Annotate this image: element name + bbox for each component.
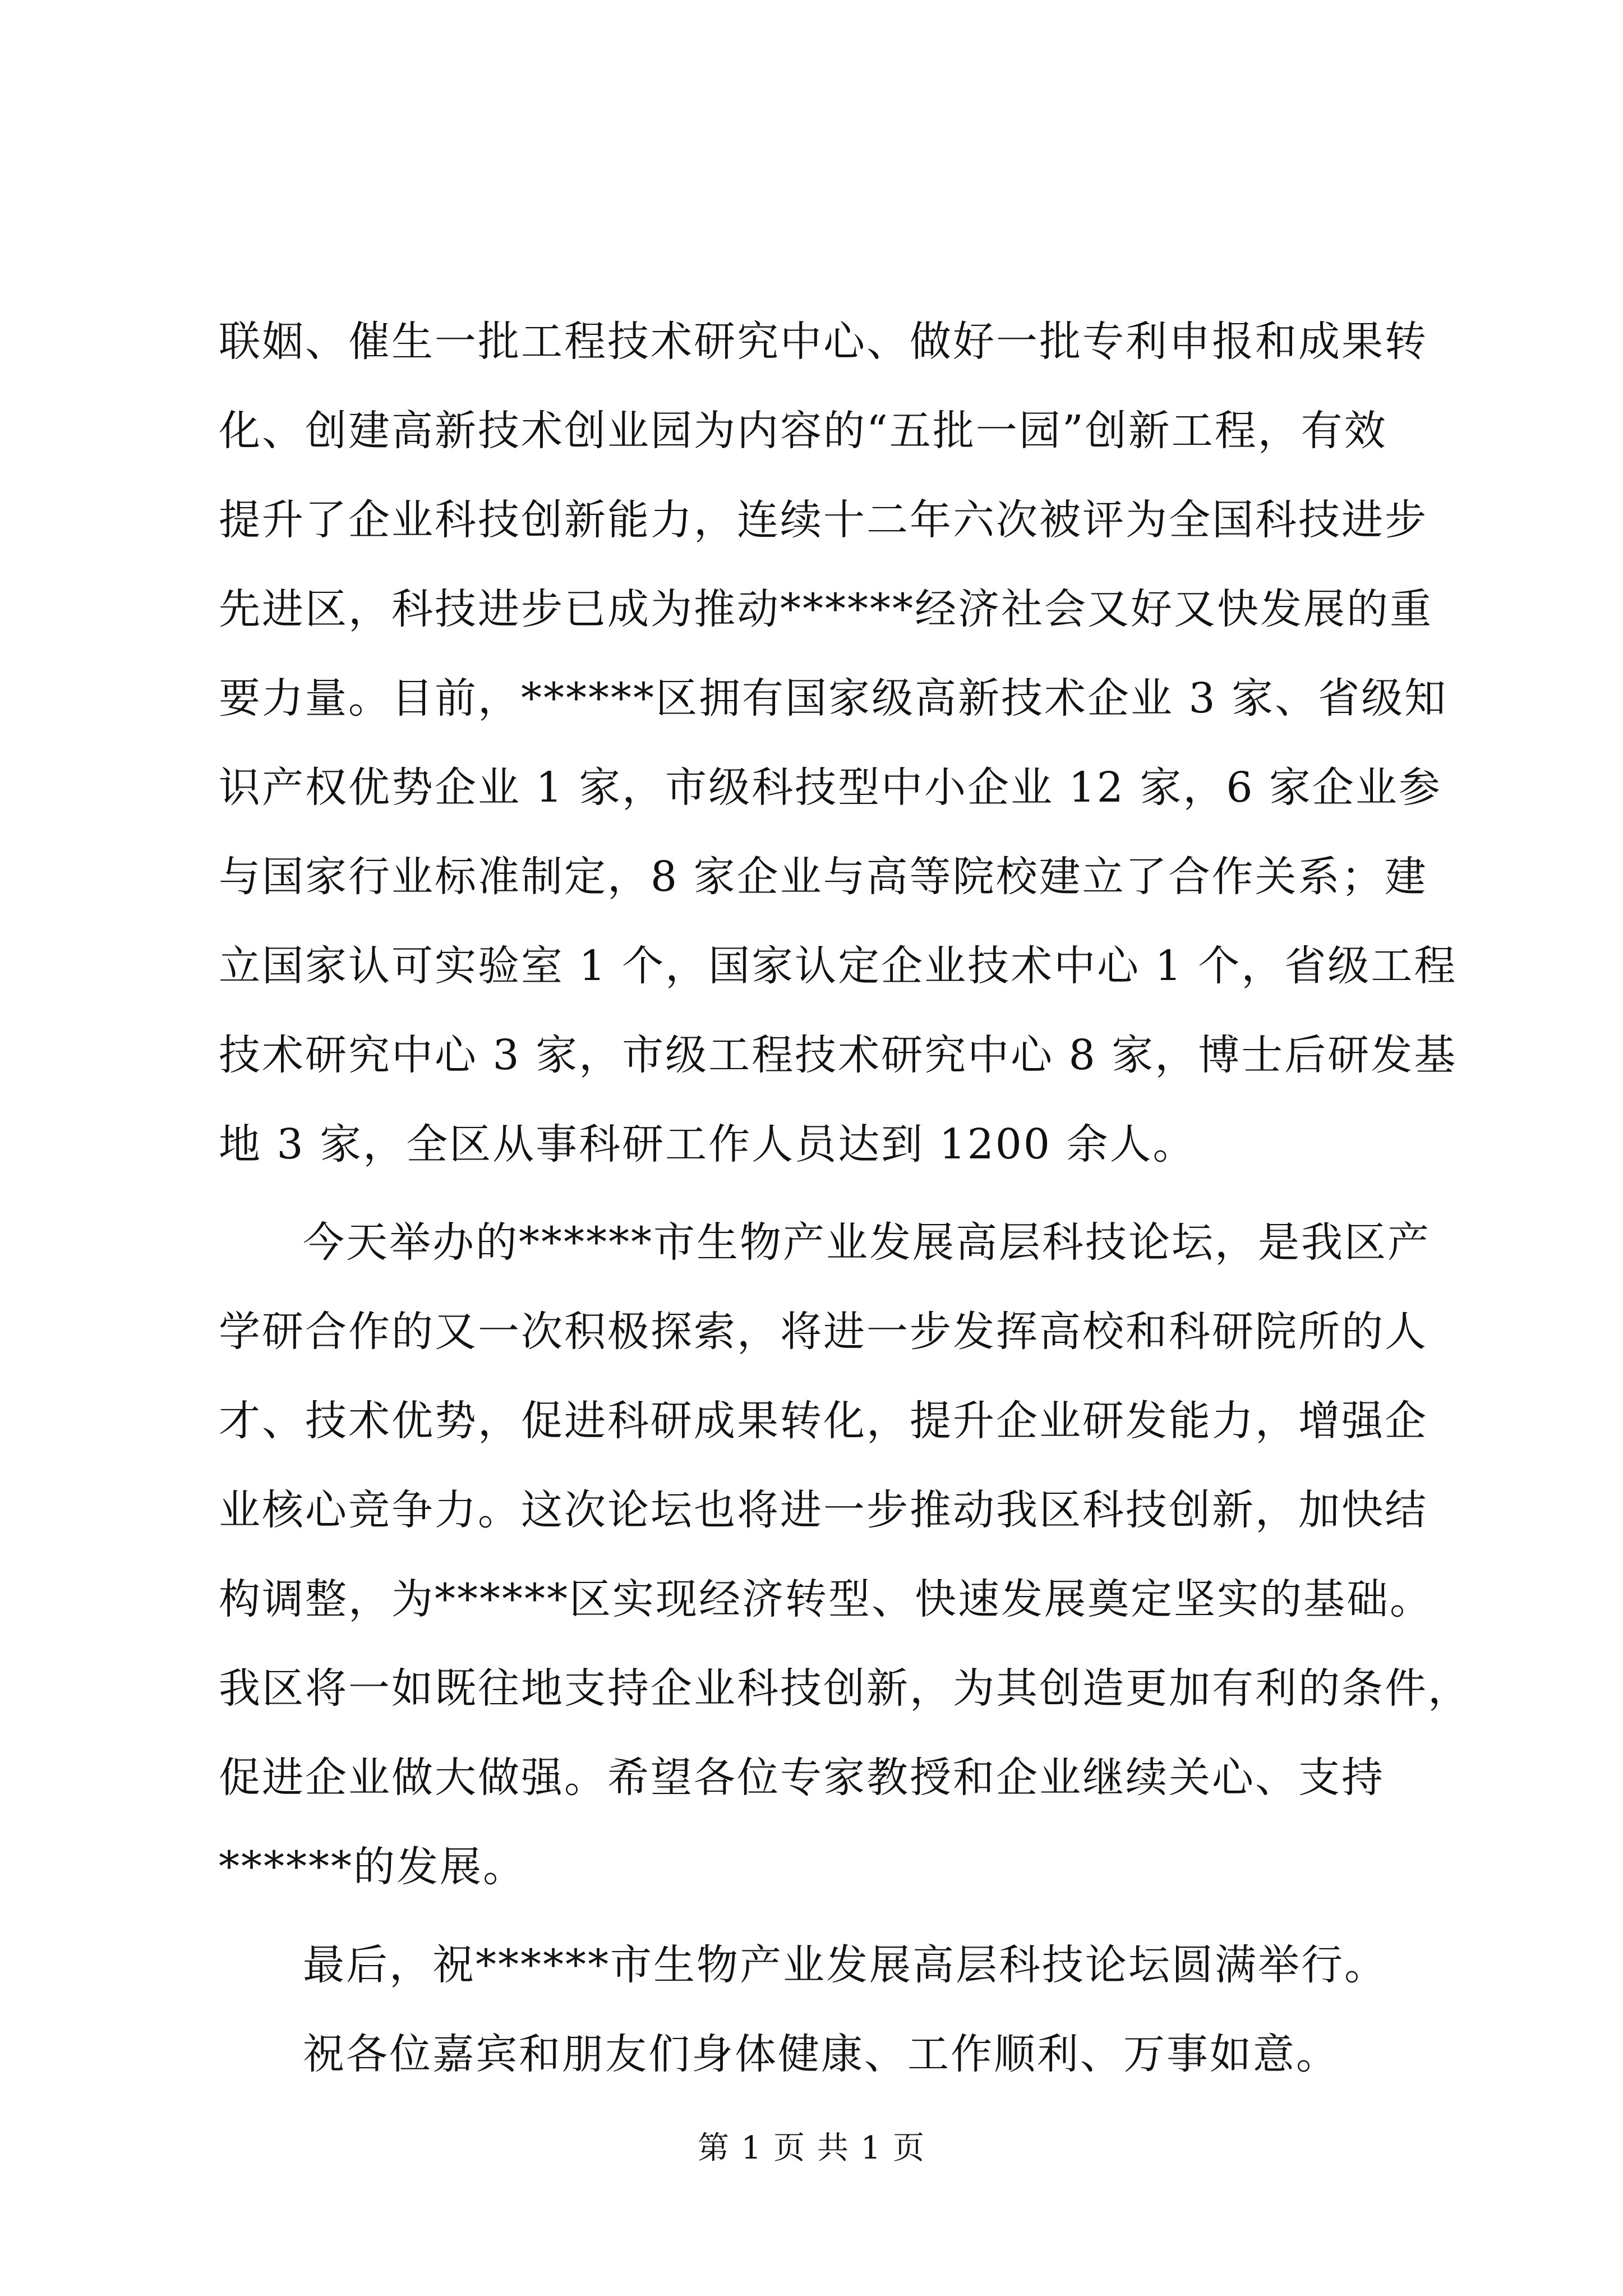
text-line: 学研合作的又一次积极探索，将进一步发挥高校和科研院所的人: [219, 1308, 1428, 1356]
paragraph-gap: [219, 1189, 1441, 1198]
text-line: 构调整，为******区实现经济转型、快速发展奠定坚实的基础。: [219, 1575, 1433, 1623]
paragraph-gap: [219, 1912, 1441, 1921]
text-line: 促进企业做大做强。希望各位专家教授和企业继续关心、支持: [219, 1754, 1385, 1802]
text-line: 我区将一如既往地支持企业科技创新，为其创造更加有利的条件，: [219, 1664, 1471, 1713]
paragraph-2: [219, 1198, 1471, 1912]
text-line: 技术研究中心 3 家，市级工程技术研究中心 8 家，博士后研发基: [219, 1031, 1458, 1079]
page-footer: 第 1 页 共 1 页: [697, 2130, 926, 2166]
paragraph-1: [219, 297, 1458, 1189]
text-line: 地 3 家，全区从事科研工作人员达到 1200 余人。: [219, 1120, 1196, 1168]
text-line: ******的发展。: [219, 1843, 526, 1891]
text-line: 提升了企业科技创新能力，连续十二年六次被评为全国科技进步: [219, 496, 1428, 544]
paragraph-3: 最后，祝******市生物产业发展高层科技论坛圆满举行。: [303, 1941, 1387, 1989]
text-line: 今天举办的******市生物产业发展高层科技论坛，是我区产: [303, 1218, 1431, 1267]
text-line: 才、技术优势，促进科研成果转化，提升企业研发能力，增强企: [219, 1397, 1428, 1445]
text-line: 立国家认可实验室 1 个，国家认定企业技术中心 1 个，省级工程: [219, 942, 1458, 990]
text-line: 业核心竞争力。这次论坛也将进一步推动我区科技创新，加快结: [219, 1486, 1428, 1534]
document-body: [219, 297, 1471, 2099]
paragraph-4: 祝各位嘉宾和朋友们身体健康、工作顺利、万事如意。: [303, 2030, 1339, 2078]
text-line: 联姻、催生一批工程技术研究中心、做好一批专利申报和成果转: [219, 318, 1428, 366]
text-line: 识产权优势企业 1 家，市级科技型中小企业 12 家，6 家企业参: [219, 763, 1442, 812]
text-line: 先进区，科技进步已成为推动******经济社会又好又快发展的重: [219, 585, 1433, 633]
text-line: 与国家行业标准制定，8 家企业与高等院校建立了合作关系；建: [219, 853, 1428, 901]
text-line: 要力量。目前，******区拥有国家级高新技术企业 3 家、省级知: [219, 674, 1448, 723]
text-line: 化、创建高新技术创业园为内容的“五批一园”创新工程，有效: [219, 407, 1387, 455]
